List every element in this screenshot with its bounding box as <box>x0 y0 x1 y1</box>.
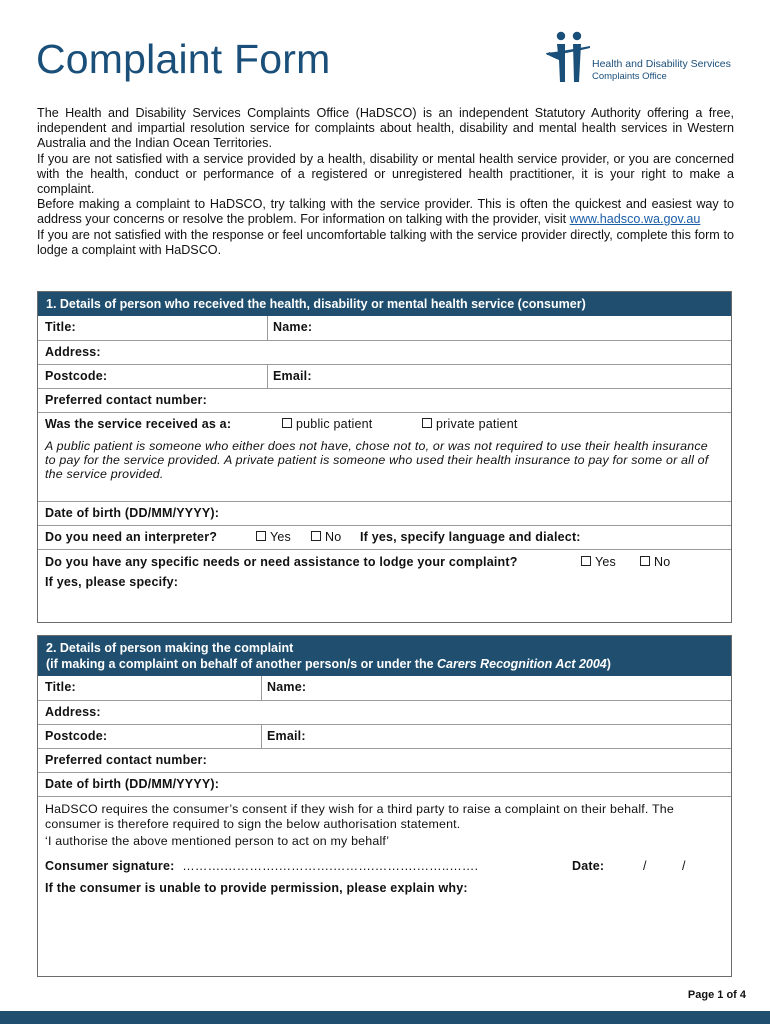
service-type-row <box>38 412 731 501</box>
postcode-label-2[interactable]: Postcode: <box>45 729 108 743</box>
hadsco-logo <box>544 30 744 86</box>
address-label-2: Address: <box>45 705 101 719</box>
section-2-header-prefix: (if making a complaint on behalf of another person/s or under the <box>46 657 438 671</box>
private-patient-option[interactable] <box>422 413 518 435</box>
postcode-email-row-2 <box>38 724 731 748</box>
name-label-2: Name: <box>267 680 307 694</box>
intro-paragraph-3 <box>37 197 734 227</box>
dob-label-2: Date of birth (DD/MM/YYYY): <box>45 777 220 791</box>
public-patient-checkbox[interactable] <box>282 418 292 428</box>
needs-yes-label: Yes <box>595 555 616 569</box>
intro-paragraph-4: If you are not satisfied with the response or feel uncomfortable talking with the service provider directly, complete this form to lodge a complaint with HaDSCO. <box>37 228 734 258</box>
address-field[interactable] <box>38 340 731 364</box>
interpreter-yes-checkbox[interactable] <box>256 531 266 541</box>
email-field-2[interactable] <box>261 725 306 748</box>
public-patient-option[interactable] <box>282 413 372 435</box>
date-separator-2: / <box>682 859 686 873</box>
section-2-header-line-1: 2. Details of person making the complaint <box>46 641 294 655</box>
dob-field-2[interactable] <box>38 772 731 796</box>
intro-text <box>37 106 734 259</box>
interpreter-yes-option[interactable] <box>256 526 291 549</box>
email-field[interactable] <box>267 365 312 388</box>
interpreter-no-checkbox[interactable] <box>311 531 321 541</box>
specific-needs-label: Do you have any specific needs or need assistance to lodge your complaint? <box>45 555 518 569</box>
section-complainant-details <box>37 635 732 977</box>
hadsco-website-link[interactable]: www.hadsco.wa.gov.au <box>569 212 701 227</box>
address-label: Address: <box>45 345 101 359</box>
private-patient-checkbox[interactable] <box>422 418 432 428</box>
logo-name: Health and Disability Services <box>592 58 731 70</box>
interpreter-label: Do you need an interpreter? <box>45 530 218 544</box>
signature-label: Consumer signature: <box>45 859 175 873</box>
signature-line[interactable]: ……….………….………….……….……….……..……. <box>182 859 479 873</box>
specific-needs-row <box>38 549 731 641</box>
title-label-2[interactable]: Title: <box>45 680 76 694</box>
page-title: Complaint Form <box>36 36 331 82</box>
patient-type-note: A public patient is someone who either does not have, chose not to, or was not required to use their health insurance to pay for the service provided. A private patient is someone who used their health insurance to pay for some or all of the service provided. <box>45 439 709 481</box>
contact-number-label-2: Preferred contact number: <box>45 753 207 767</box>
footer-bar <box>0 1011 770 1024</box>
unable-permission-label: If the consumer is unable to provide permission, please explain why: <box>45 881 468 895</box>
interpreter-yes-label: Yes <box>270 530 291 544</box>
consent-block <box>38 796 731 976</box>
language-label: If yes, specify language and dialect: <box>360 530 581 544</box>
postcode-label[interactable]: Postcode: <box>45 369 108 383</box>
two-people-logo-icon <box>544 30 592 86</box>
email-label: Email: <box>273 369 312 383</box>
dob-label: Date of birth (DD/MM/YYYY): <box>45 506 220 520</box>
unable-permission-field[interactable] <box>38 880 731 896</box>
carers-act-name: Carers Recognition Act 2004 <box>437 657 607 671</box>
dob-field[interactable] <box>38 501 731 525</box>
interpreter-row <box>38 525 731 549</box>
title-name-row-2 <box>38 676 731 700</box>
postcode-email-row <box>38 364 731 388</box>
email-label-2: Email: <box>267 729 306 743</box>
needs-specify-label: If yes, please specify: <box>45 575 179 589</box>
consent-text: HaDSCO requires the consumer’s consent if they wish for a third party to raise a complaint on their behalf. The consumer is therefore required to sign the below authorisation statement. <box>45 802 674 831</box>
contact-number-label: Preferred contact number: <box>45 393 207 407</box>
section-2-header-suffix: ) <box>606 657 611 671</box>
contact-number-field-2[interactable] <box>38 748 731 772</box>
name-field-2[interactable] <box>261 676 306 700</box>
needs-no-option[interactable] <box>640 550 670 574</box>
name-label: Name: <box>273 320 313 334</box>
authorise-statement: ‘I authorise the above mentioned person to act on my behalf’ <box>45 834 390 848</box>
service-type-label: Was the service received as a: <box>45 417 232 431</box>
public-patient-label: public patient <box>296 417 373 431</box>
name-field[interactable] <box>267 316 312 340</box>
intro-paragraph-2: If you are not satisfied with a service provided by a health, disability or mental health service provider, or you are concerned with the health, conduct or performance of a registered or unregistered health practitioner, it is your right to make a complaint. <box>37 151 734 196</box>
interpreter-no-label: No <box>325 530 342 544</box>
date-separator-1: / <box>643 859 647 873</box>
section-consumer-details <box>37 291 732 623</box>
needs-yes-option[interactable] <box>581 550 616 574</box>
contact-number-field[interactable] <box>38 388 731 412</box>
needs-no-label: No <box>654 555 671 569</box>
interpreter-no-option[interactable] <box>311 526 341 549</box>
section-2-header <box>38 636 731 676</box>
logo-subtitle: Complaints Office <box>592 71 667 82</box>
needs-specify-field[interactable] <box>45 574 731 590</box>
private-patient-label: private patient <box>436 417 518 431</box>
title-name-row <box>38 316 731 340</box>
section-2-header-line-2 <box>46 656 723 672</box>
signature-row <box>38 858 731 880</box>
needs-yes-checkbox[interactable] <box>581 556 591 566</box>
section-1-header: 1. Details of person who received the health, disability or mental health service (consumer) <box>38 292 731 316</box>
needs-no-checkbox[interactable] <box>640 556 650 566</box>
title-label[interactable]: Title: <box>45 320 76 334</box>
intro-paragraph-3-text: Before making a complaint to HaDSCO, try talking with the service provider. This is often the quickest and easiest way to address your concerns or resolve the problem. For information on talking with the provider, visit <box>37 197 734 227</box>
date-label: Date: <box>572 859 605 873</box>
page-number: Page 1 of 4 <box>687 989 746 1001</box>
intro-paragraph-1: The Health and Disability Services Complaints Office (HaDSCO) is an independent Statutory Authority offering a free, independent and impartial resolution service for complaints about health, disability and mental health services in Western Australia and the Indian Ocean Territories. <box>37 106 734 150</box>
address-field-2[interactable] <box>38 700 731 724</box>
